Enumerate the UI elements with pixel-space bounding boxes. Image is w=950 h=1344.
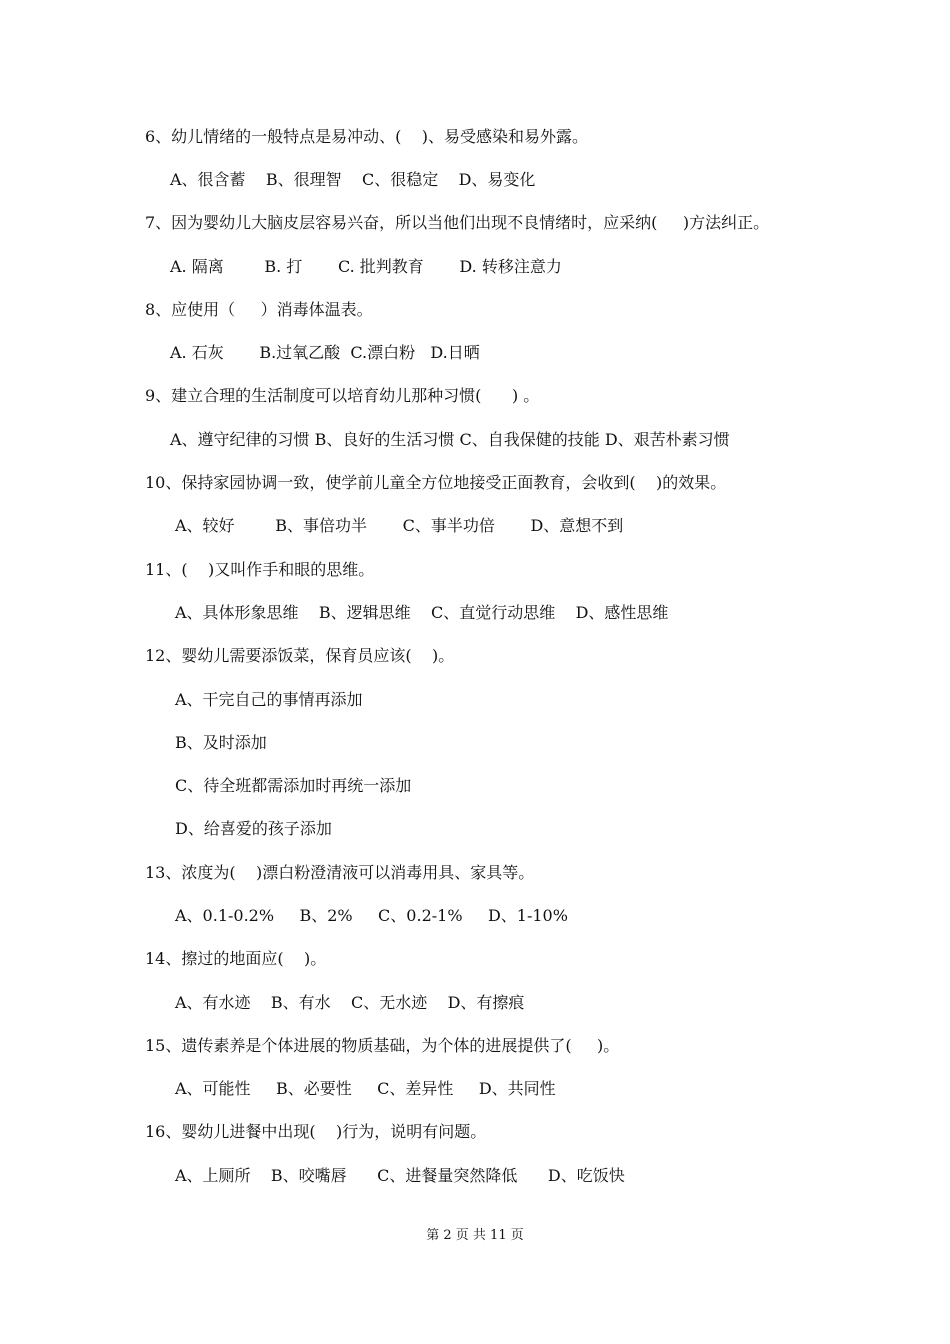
question-10-options: A、较好 B、事倍功半 C、事半功倍 D、意想不到	[175, 516, 624, 535]
question-12-option-a: A、干完自己的事情再添加	[175, 690, 363, 709]
question-13-options: A、0.1-0.2% B、2% C、0.2-1% D、1-10%	[175, 906, 568, 925]
question-6-options: A、很含蓄 B、很理智 C、很稳定 D、易变化	[170, 170, 536, 189]
page-footer: 第 2 页 共 11 页	[426, 1228, 524, 1243]
question-9-stem: 9、建立合理的生活制度可以培育幼儿那种习惯( ) 。	[145, 386, 540, 405]
question-14-options: A、有水迹 B、有水 C、无水迹 D、有擦痕	[175, 993, 525, 1012]
question-13-stem: 13、浓度为( )漂白粉澄清液可以消毒用具、家具等。	[145, 863, 535, 882]
question-10-stem: 10、保持家园协调一致，使学前儿童全方位地接受正面教育，会收到( )的效果。	[145, 473, 727, 492]
question-6-stem: 6、幼儿情绪的一般特点是易冲动、( )、易受感染和易外露。	[145, 127, 589, 146]
question-14-stem: 14、擦过的地面应( )。	[145, 949, 327, 968]
question-11-options: A、具体形象思维 B、逻辑思维 C、直觉行动思维 D、感性思维	[175, 603, 669, 622]
question-16-options: A、上厕所 B、咬嘴唇 C、进餐量突然降低 D、吃饭快	[175, 1166, 625, 1185]
question-7-options: A. 隔离 B. 打 C. 批判教育 D. 转移注意力	[170, 257, 562, 276]
question-12-option-d: D、给喜爱的孩子添加	[175, 819, 332, 838]
question-9-options: A、遵守纪律的习惯 B、良好的生活习惯 C、自我保健的技能 D、艰苦朴素习惯	[170, 430, 730, 449]
question-12-option-c: C、待全班都需添加时再统一添加	[175, 776, 412, 795]
question-15-options: A、可能性 B、必要性 C、差异性 D、共同性	[175, 1079, 556, 1098]
question-11-stem: 11、( )又叫作手和眼的思维。	[145, 560, 375, 579]
question-12-stem: 12、婴幼儿需要添饭菜，保育员应该( )。	[145, 646, 455, 665]
question-8-stem: 8、应使用（ ）消毒体温表。	[145, 300, 373, 319]
question-16-stem: 16、婴幼儿进餐中出现( )行为，说明有问题。	[145, 1122, 487, 1141]
question-12-option-b: B、及时添加	[175, 733, 267, 752]
question-15-stem: 15、遗传素养是个体进展的物质基础，为个体的进展提供了( )。	[145, 1036, 620, 1055]
question-8-options: A. 石灰 B.过氧乙酸 C.漂白粉 D.日晒	[170, 343, 480, 362]
question-7-stem: 7、因为婴幼儿大脑皮层容易兴奋，所以当他们出现不良情绪时，应采纳( )方法纠正。	[145, 213, 770, 232]
